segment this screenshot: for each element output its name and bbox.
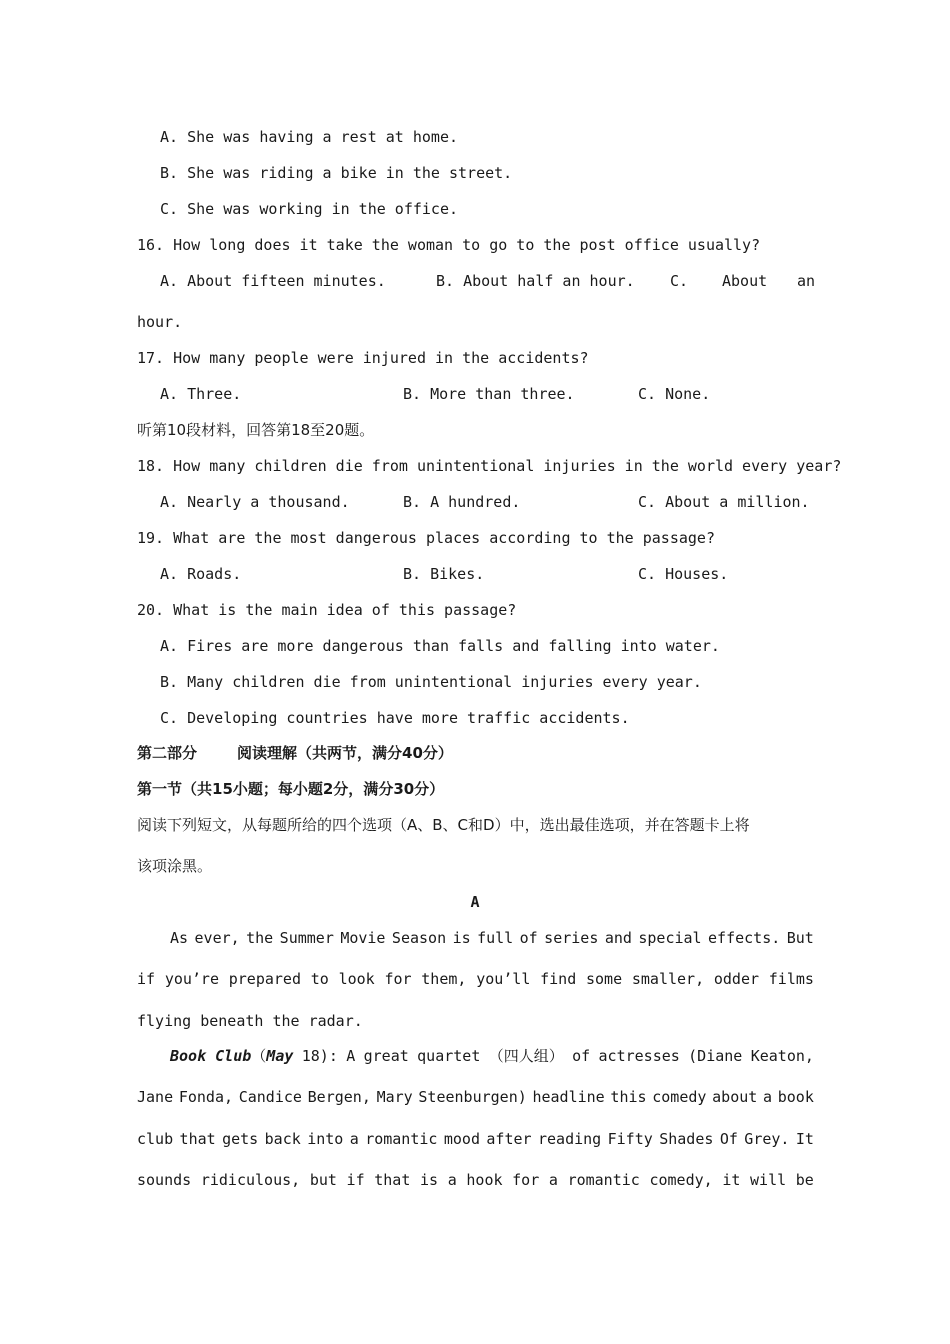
word: this [610, 1088, 647, 1106]
word: for [512, 1171, 540, 1189]
part2-instruction-line1: 阅读下列短文，从每题所给的四个选项（A、B、C和D）中，选出最佳选项，并在答题卡上将 [137, 816, 750, 834]
word: book [777, 1088, 814, 1106]
part2-title: 阅读理解（共两节，满分40分） [237, 744, 453, 762]
word: odder [713, 970, 760, 988]
q15-option-b: B. She was riding a bike in the street. [160, 164, 513, 182]
passage-p2-line4 [137, 1170, 814, 1190]
word: mood [443, 1130, 480, 1148]
word: Movie [340, 929, 386, 947]
word: to [310, 970, 329, 988]
q18-stem: 18. How many children die from unintentional injuries in the world every year? [137, 457, 842, 475]
p2-w3: quartet [417, 1047, 481, 1065]
q15-option-a: A. She was having a rest at home. [160, 128, 459, 146]
p2-w5: of [572, 1047, 591, 1065]
word: look [338, 970, 375, 988]
p2-w8: Keaton, [750, 1047, 814, 1065]
q19-option-b: B. Bikes. [403, 565, 485, 583]
q18-option-b: B. A hundred. [403, 493, 521, 511]
word: sounds [137, 1171, 192, 1189]
word: As [170, 929, 189, 947]
q17-option-b: B. More than three. [403, 385, 575, 403]
word: but [309, 1171, 337, 1189]
word: a [447, 1171, 457, 1189]
word: romantic [567, 1171, 640, 1189]
word: comedy [652, 1088, 707, 1106]
word: is [452, 929, 471, 947]
word: is [420, 1171, 439, 1189]
word: the [246, 929, 274, 947]
word: it [722, 1171, 741, 1189]
q19-stem: 19. What are the most dangerous places according to the passage? [137, 529, 715, 547]
q20-stem: 20. What is the main idea of this passage? [137, 601, 517, 619]
word: if [137, 970, 156, 988]
word: But [786, 929, 814, 947]
part2-title-label: 第二部分 [137, 744, 198, 762]
word: into [307, 1130, 344, 1148]
q17-option-c: C. None. [638, 385, 711, 403]
word: Summer [279, 929, 334, 947]
word: some [586, 970, 623, 988]
word: It [795, 1130, 814, 1148]
passage-p1-line1 [170, 928, 814, 948]
q18-option-c: C. About a million. [638, 493, 810, 511]
word: a [548, 1171, 558, 1189]
q15-option-c: C. She was working in the office. [160, 200, 459, 218]
word: prepared [228, 970, 301, 988]
word: back [264, 1130, 301, 1148]
word: find [540, 970, 577, 988]
word: series [544, 929, 599, 947]
passage-p2-line1 [170, 1046, 814, 1066]
q18-option-a: A. Nearly a thousand. [160, 493, 350, 511]
word: ever, [194, 929, 240, 947]
q19-option-a: A. Roads. [160, 565, 242, 583]
q16-option-c-word2: an [797, 272, 816, 290]
passage-p1-line3: flying beneath the radar. [137, 1012, 363, 1030]
q20-option-b: B. Many children die from unintentional injuries every year. [160, 673, 702, 691]
word: Candice [238, 1088, 302, 1106]
word: about [712, 1088, 758, 1106]
book-club-date: 18): [301, 1047, 338, 1065]
p2-w1: A [346, 1047, 356, 1065]
word: after [486, 1130, 532, 1148]
word: for [384, 970, 412, 988]
word: full [477, 929, 514, 947]
q16-option-c-wrap: hour. [137, 313, 183, 331]
word: you’re [164, 970, 219, 988]
q19-option-c: C. Houses. [638, 565, 729, 583]
word: headline [532, 1088, 605, 1106]
p2-w7: (Diane [688, 1047, 743, 1065]
word: effects. [708, 929, 781, 947]
word: Season [391, 929, 447, 947]
q16-stem: 16. How long does it take the woman to go to the post office usually? [137, 236, 761, 254]
q20-option-c: C. Developing countries have more traffic accidents. [160, 709, 630, 727]
word: Bergen, [307, 1088, 371, 1106]
word: Jane [137, 1088, 174, 1106]
word: ridiculous, [200, 1171, 301, 1189]
word: will [750, 1171, 787, 1189]
word: hook [466, 1171, 503, 1189]
word: Shades [659, 1130, 714, 1148]
word: reading [537, 1130, 602, 1148]
q17-option-a: A. Three. [160, 385, 242, 403]
word: Of [719, 1130, 738, 1148]
word: them, [421, 970, 467, 988]
word: comedy, [649, 1171, 713, 1189]
word: smaller, [631, 970, 705, 988]
part2-instruction-line2: 该项涂黑。 [137, 857, 213, 875]
word: special [638, 929, 702, 947]
q17-stem: 17. How many people were injured in the accidents? [137, 349, 589, 367]
q16-option-c-label: C. [670, 272, 689, 290]
word: you’ll [476, 970, 531, 988]
part2-section1-title: 第一节（共15小题；每小题2分，满分30分） [137, 780, 445, 798]
word: be [795, 1171, 814, 1189]
word: Fonda, [178, 1088, 234, 1106]
passage-p2-line3 [137, 1129, 814, 1149]
book-club-title: Book Club（May [170, 1047, 294, 1065]
word: a [763, 1088, 773, 1106]
word: Fifty [607, 1130, 653, 1148]
word: Steenburgen) [418, 1088, 527, 1106]
word: if [346, 1171, 365, 1189]
passage-p2-line2 [137, 1087, 814, 1107]
passage-heading: A [470, 893, 480, 911]
p2-w2: great [363, 1047, 409, 1065]
word: of [519, 929, 538, 947]
word: Mary [376, 1088, 413, 1106]
word: films [768, 970, 814, 988]
q16-option-c-word1: About [722, 272, 768, 290]
q16-option-b: B. About half an hour. [436, 272, 635, 290]
word: a [349, 1130, 359, 1148]
word: that [179, 1130, 216, 1148]
q16-option-a: A. About fifteen minutes. [160, 272, 386, 290]
word: and [604, 929, 632, 947]
word: Grey. [744, 1130, 790, 1148]
p2-w6: actresses [598, 1047, 680, 1065]
q20-option-a: A. Fires are more dangerous than falls and falling into water. [160, 637, 720, 655]
passage-p1-line2 [137, 969, 814, 989]
word: that [374, 1171, 411, 1189]
section-10-instruction: 听第10段材料，回答第18至20题。 [137, 421, 375, 439]
word: gets [222, 1130, 259, 1148]
word: romantic [365, 1130, 438, 1148]
word: club [137, 1130, 174, 1148]
p2-w4: （四人组） [488, 1047, 564, 1065]
